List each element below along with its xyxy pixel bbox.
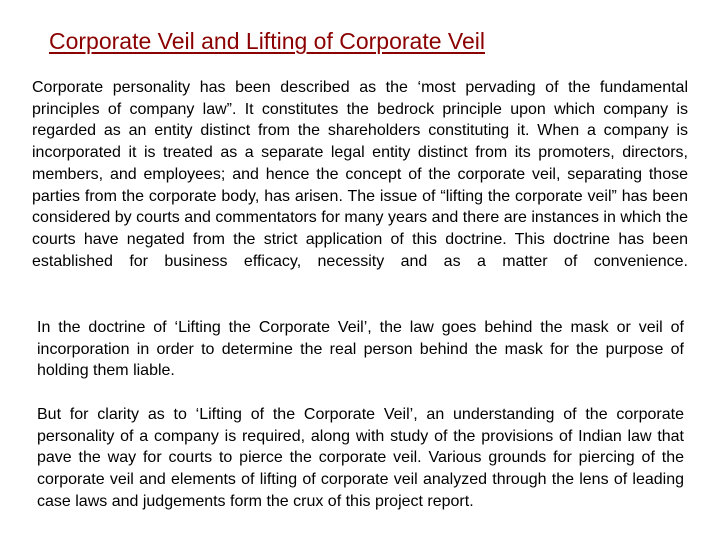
page-title: Corporate Veil and Lifting of Corporate Veil	[49, 28, 485, 54]
paragraph-corporate-personality: Corporate personality has been described as the ‘most pervading of the fundamental principles of company law”. It constitutes the bedrock principle upon which company is regarded as an entity distinct from the shareholders constituting it. When a company is incorporated it is treated as a separate legal entity distinct from its promoters, directors, members, and employees; and hence the concept of the corporate veil, separating those parties from the corporate body, has arisen. The issue of “lifting the corporate veil” has been considered by courts and commentators for many years and there are instances in which the courts have negated from the strict application of this doctrine. This doctrine has been established for business efficacy, necessity and as a matter of convenience.	[32, 79, 688, 270]
paragraph-lifting-doctrine: In the doctrine of ‘Lifting the Corporate Veil’, the law goes behind the mask or veil of incorporation in order to determine the real person behind the mask for the purpose of holding them liable.	[37, 319, 684, 380]
paragraph-project-scope: But for clarity as to ‘Lifting of the Corporate Veil’, an understanding of the corporate personality of a company is required, along with study of the provisions of Indian law that pave the way for courts to pierce the corporate veil. Various grounds for piercing of the corporate veil and elements of lifting of corporate veil analyzed through the lens of leading case laws and judgements form the crux of this project report.	[37, 406, 684, 510]
